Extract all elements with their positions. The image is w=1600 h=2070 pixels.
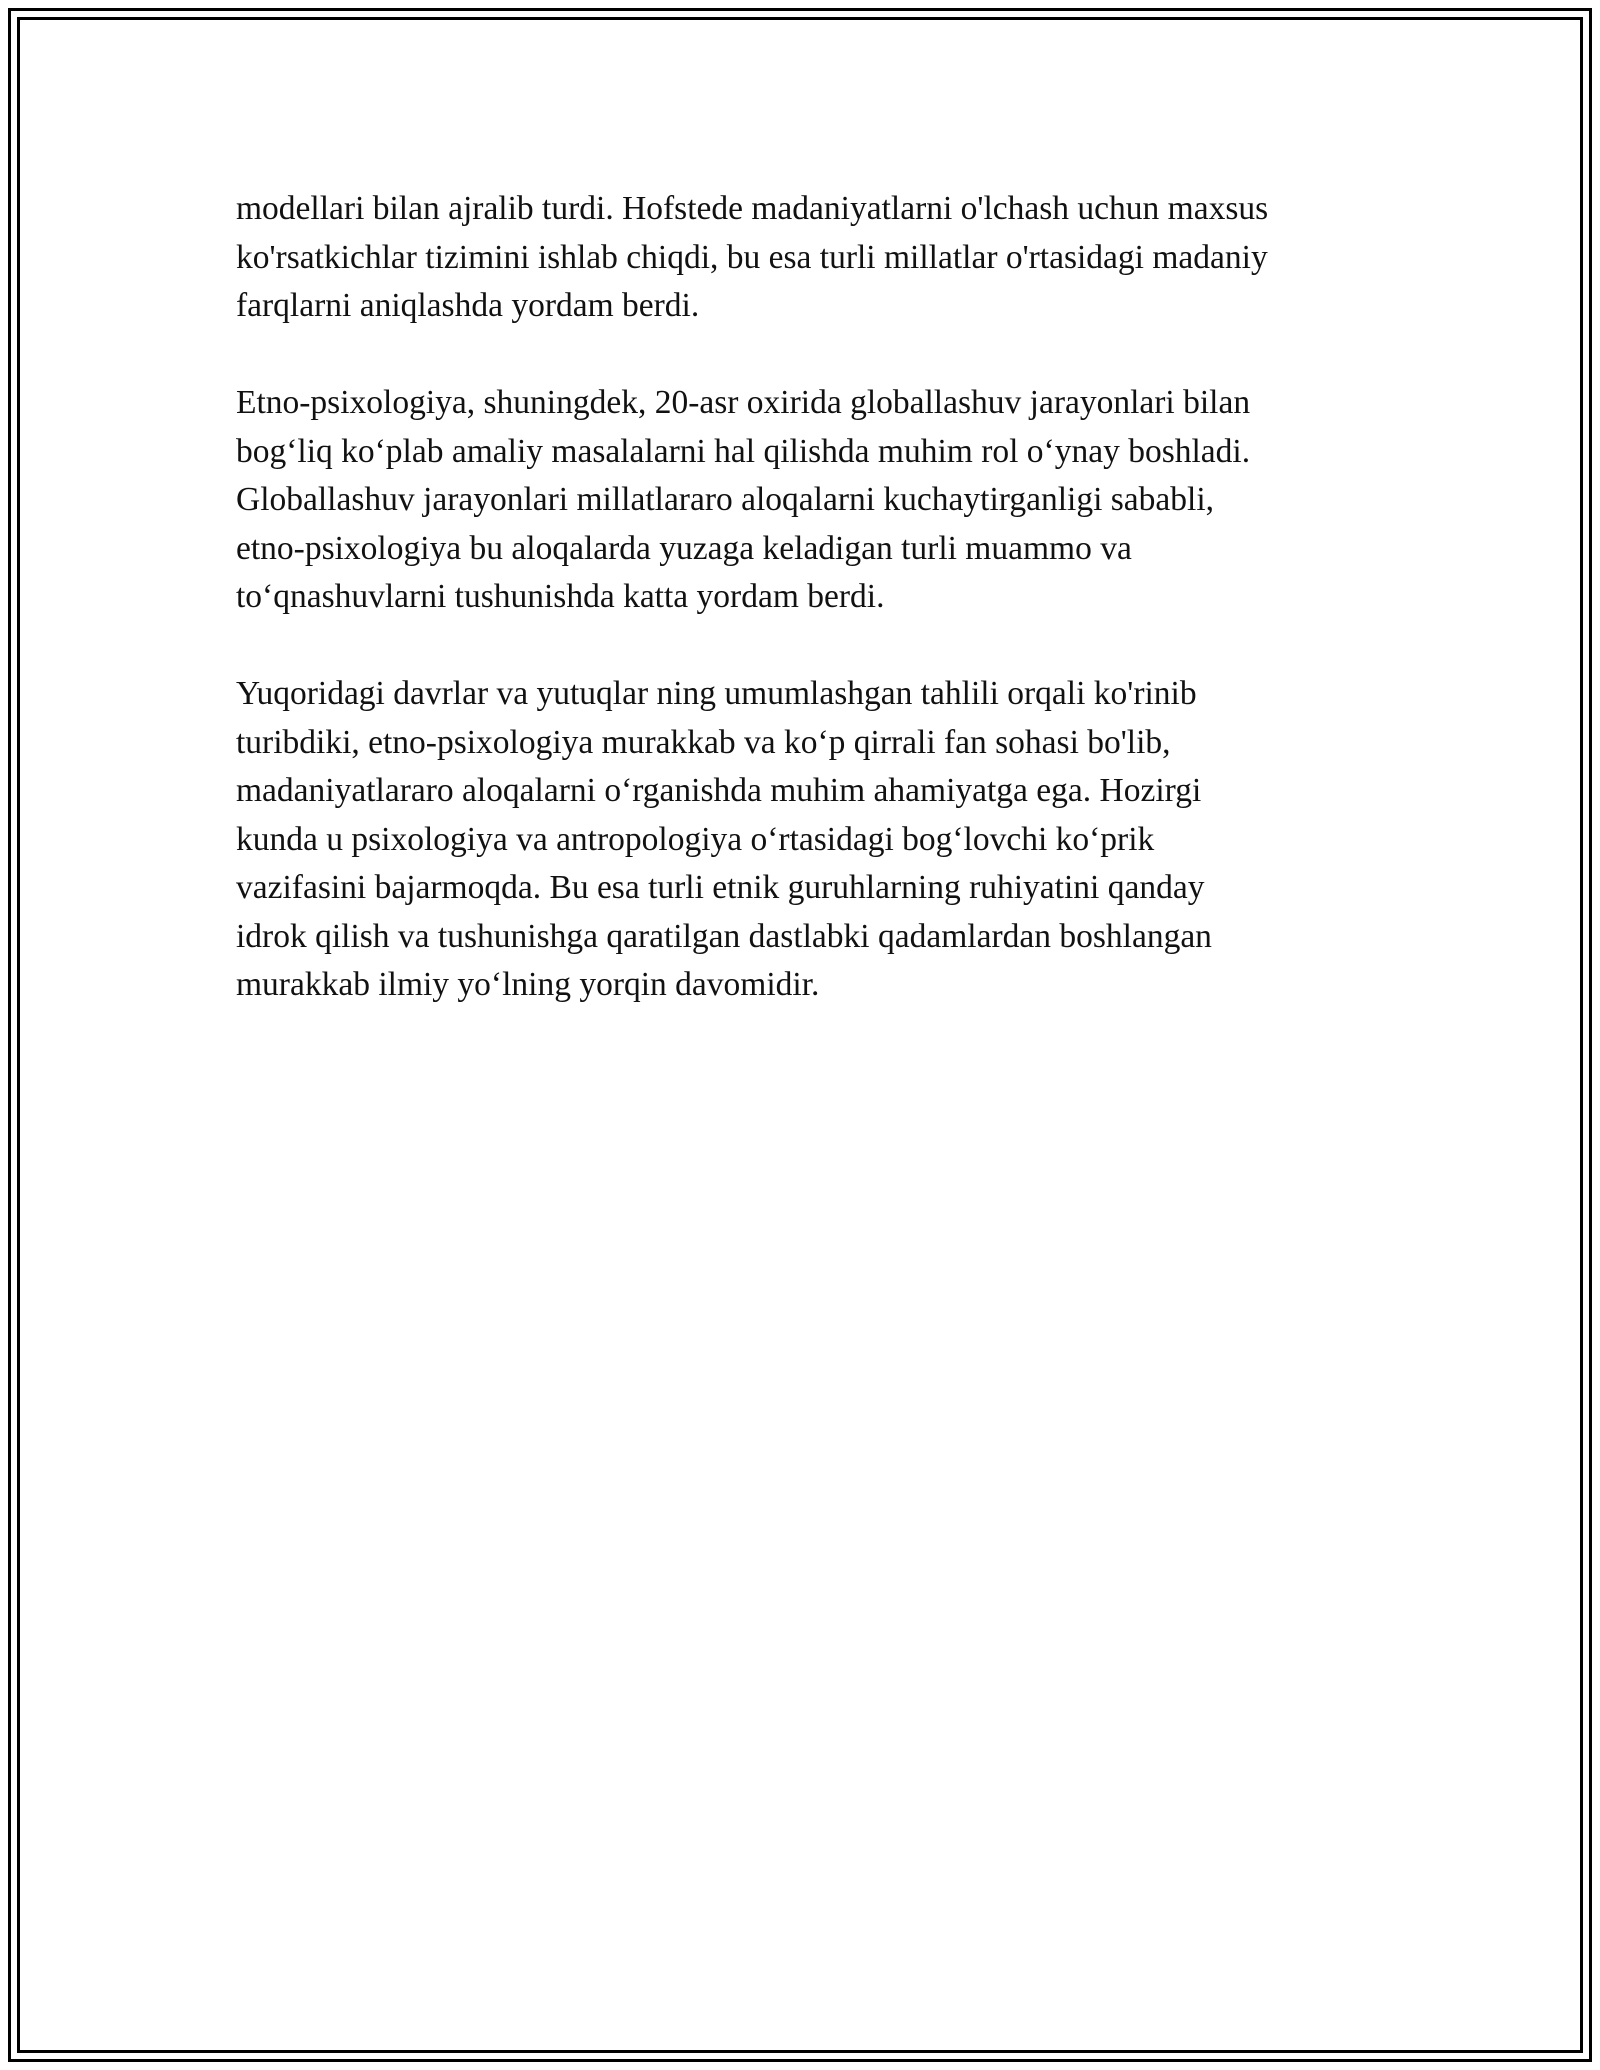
paragraph-1: modellari bilan ajralib turdi. Hofstede madaniyatlarni o'lchash uchun maxsus ko'rsatkichlar tizimini ishlab chiqdi, bu esa turli millatlar o'rtasidagi madaniy farqlarni aniqlashda yordam berdi. <box>236 190 1269 324</box>
paragraph-2: Etno-psixologiya, shuningdek, 20-asr oxirida globallashuv jarayonlari bilan bog‘liq ko‘plab amaliy masalalarni hal qilishda muhim rol o‘ynay boshladi. Globallashuv jarayonlari millatlararo aloqalarni kuchaytirganligi sababli, etno-psixologiya bu aloqalarda yuzaga keladigan turli muammo va to‘qnashuvlarni tushunishda katta yordam berdi. <box>236 384 1251 615</box>
paragraph-3: Yuqoridagi davrlar va yutuqlar ning umumlashgan tahlili orqali ko'rinib turibdiki, etno-psixologiya murakkab va ko‘p qirrali fan sohasi bo'lib, madaniyatlararo aloqalarni o‘rganishda muhim ahamiyatga ega. Hozirgi kunda u psixologiya va antropologiya o‘rtasidagi bog‘lovchi ko‘prik vazifasini bajarmoqda. Bu esa turli etnik guruhlarning ruhiyatini qanday idrok qilish va tushunishga qaratilgan dastlabki qadamlardan boshlangan murakkab ilmiy yo‘lning yorqin davomidir. <box>236 675 1212 1003</box>
page-body <box>236 185 1376 1058</box>
